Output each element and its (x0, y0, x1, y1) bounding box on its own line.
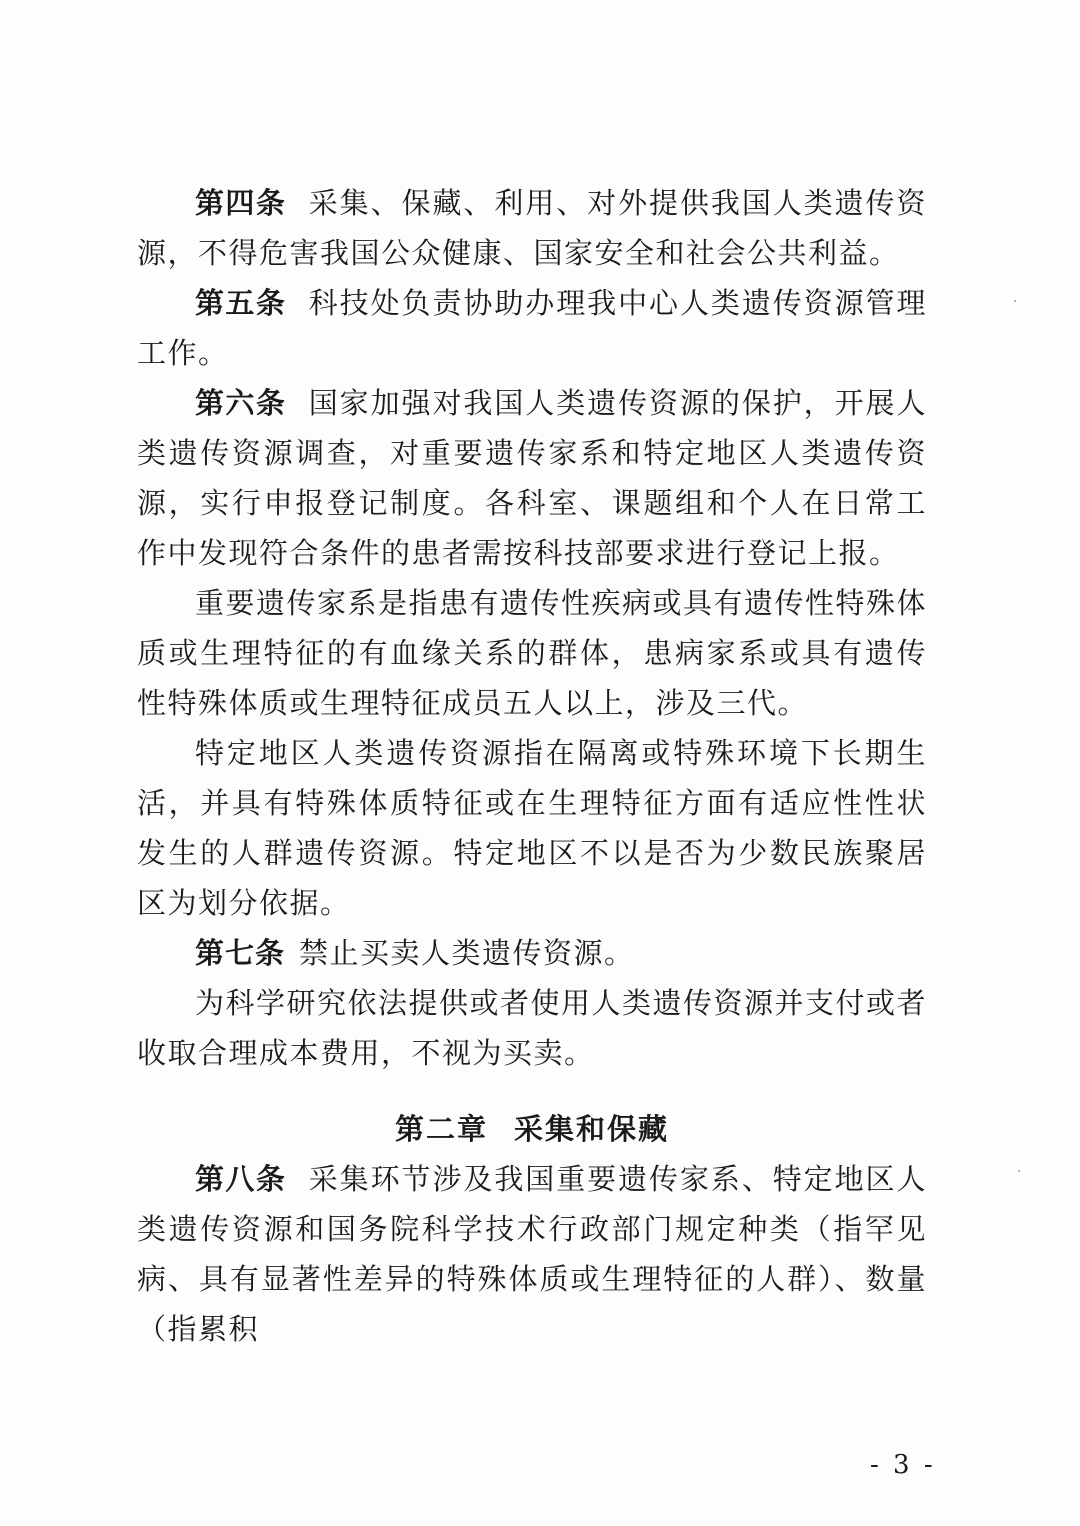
article-text: 采集环节涉及我国重要遗传家系、特定地区人类遗传资源和国务院科学技术行政部门规定种类（指罕见病、具有显著性差异的特殊体质或生理特征的人群）、数量（指累积 (137, 1162, 927, 1346)
page-number: - 3 - (870, 1450, 936, 1480)
article-5-paragraph (137, 278, 927, 378)
article-6-paragraph (137, 378, 927, 578)
scan-speck (1018, 1170, 1020, 1172)
article-4-paragraph (137, 178, 927, 278)
chapter-number: 第二章 (394, 1112, 488, 1146)
not-trading-paragraph (137, 978, 927, 1078)
article-7-paragraph (137, 928, 927, 978)
article-label: 第六条 (195, 386, 287, 420)
article-label: 第五条 (195, 286, 287, 320)
article-label: 第四条 (195, 186, 287, 220)
scan-speck (1014, 300, 1016, 302)
specific-region-definition-paragraph (137, 728, 927, 928)
document-body (137, 178, 927, 1354)
genetic-family-definition-paragraph (137, 578, 927, 728)
chapter-title: 采集和保藏 (514, 1112, 670, 1146)
chapter-heading (137, 1104, 927, 1154)
paragraph-text: 重要遗传家系是指患有遗传性疾病或具有遗传性特殊体质或生理特征的有血缘关系的群体，患病家系或具有遗传性特殊体质或生理特征成员五人以上，涉及三代。 (137, 586, 928, 720)
article-8-paragraph (137, 1154, 927, 1354)
article-text: 禁止买卖人类遗传资源。 (299, 936, 635, 970)
paragraph-text: 特定地区人类遗传资源指在隔离或特殊环境下长期生活，并具有特殊体质特征或在生理特征方面有适应性性状发生的人群遗传资源。特定地区不以是否为少数民族聚居区为划分依据。 (137, 736, 927, 920)
article-label: 第八条 (195, 1162, 287, 1196)
article-label: 第七条 (195, 936, 286, 970)
paragraph-text: 为科学研究依法提供或者使用人类遗传资源并支付或者收取合理成本费用，不视为买卖。 (137, 986, 928, 1070)
article-text: 采集、保藏、利用、对外提供我国人类遗传资源，不得危害我国公众健康、国家安全和社会公共利益。 (137, 186, 927, 270)
article-text: 科技处负责协助办理我中心人类遗传资源管理工作。 (137, 286, 927, 370)
article-text: 国家加强对我国人类遗传资源的保护，开展人类遗传资源调查，对重要遗传家系和特定地区人类遗传资源，实行申报登记制度。各科室、课题组和个人在日常工作中发现符合条件的患者需按科技部要求进行登记上报。 (137, 386, 927, 570)
